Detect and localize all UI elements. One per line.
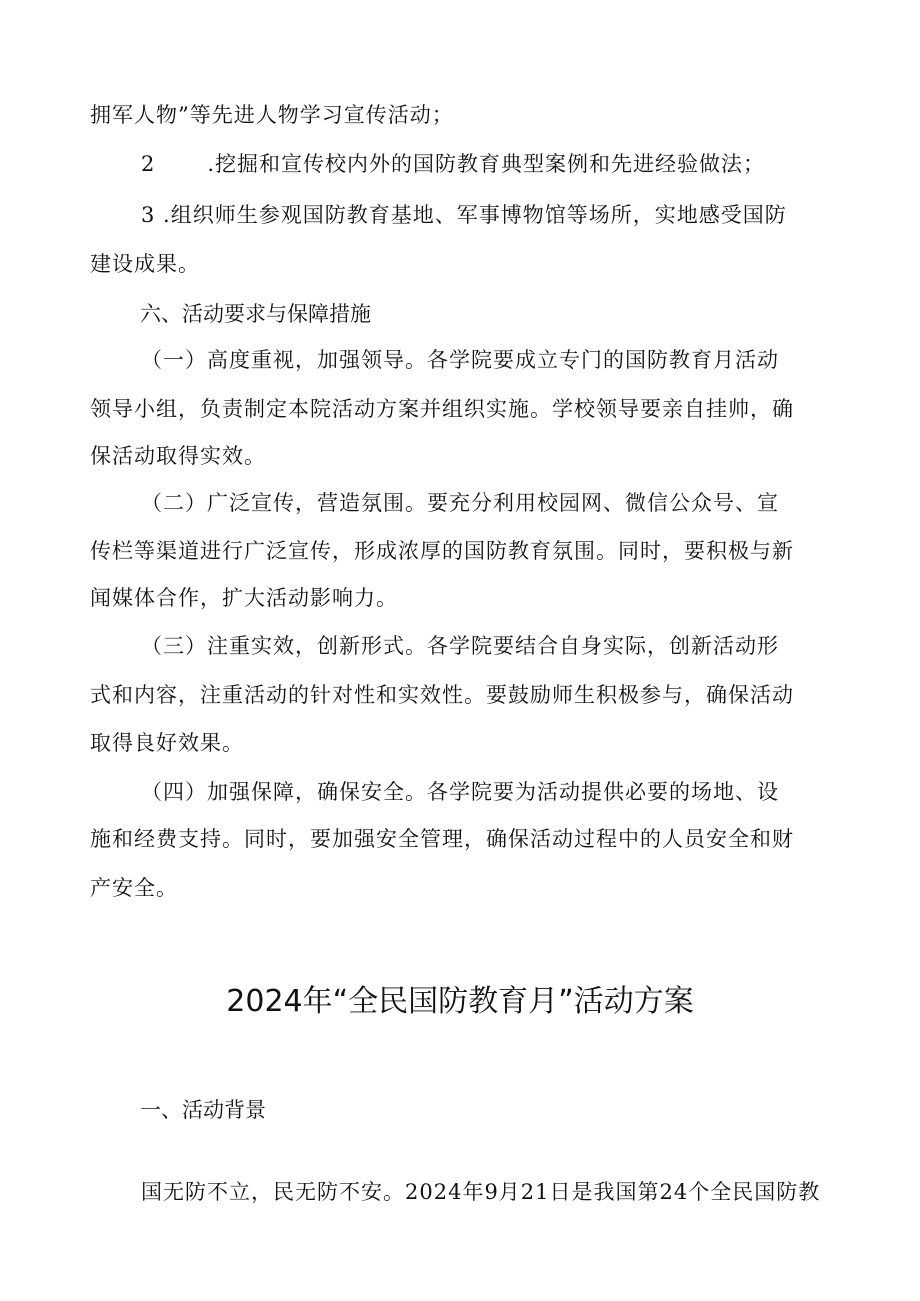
paragraph-line: 取得良好效果。 xyxy=(90,731,244,755)
paragraph-line: 拥军人物”等先进人物学习宣传活动； xyxy=(90,103,454,127)
paragraph-line: 国无防不立，民无防不安。2024年9月21日是我国第24个全民国防教 xyxy=(141,1180,821,1204)
paragraph-line: 传栏等渠道进行广泛宣传，形成浓厚的国防教育氛围。同时，要积极与新 xyxy=(90,539,794,563)
paragraph-line: 保活动取得实效。 xyxy=(90,444,266,468)
list-item-2 xyxy=(141,150,765,178)
document-title: 2024年“全民国防教育月”活动方案 xyxy=(226,984,694,1019)
paragraph-line: （四）加强保障，确保安全。各学院要为活动提供必要的场地、设 xyxy=(141,780,779,804)
section-heading-1: 一、活动背景 xyxy=(140,1098,266,1122)
list-number: 2 xyxy=(141,152,156,176)
list-item-3-line1: 3 .组织师生参观国防教育基地、军事博物馆等场所，实地感受国防 xyxy=(141,203,787,227)
paragraph-line: 产安全。 xyxy=(90,876,178,900)
paragraph-line: （一）高度重视，加强领导。各学院要成立专门的国防教育月活动 xyxy=(141,348,779,372)
paragraph-line: 施和经费支持。同时，要加强安全管理，确保活动过程中的人员安全和财 xyxy=(90,827,794,851)
paragraph-line: 领导小组，负责制定本院活动方案并组织实施。学校领导要亲自挂帅，确 xyxy=(90,397,794,421)
list-item-text: .挖掘和宣传校内外的国防教育典型案例和先进经验做法； xyxy=(207,152,766,176)
paragraph-line: 闻媒体合作，扩大活动影响力。 xyxy=(90,586,398,610)
list-item-3-line2: 建设成果。 xyxy=(90,252,200,276)
paragraph-line: （三）注重实效，创新形式。各学院要结合自身实际，创新活动形 xyxy=(141,634,779,658)
section-heading-6: 六、活动要求与保障措施 xyxy=(140,302,371,326)
paragraph-line: 式和内容，注重活动的针对性和实效性。要鼓励师生积极参与，确保活动 xyxy=(90,683,794,707)
paragraph-line: （二）广泛宣传，营造氛围。要充分利用校园网、微信公众号、宣 xyxy=(141,491,779,515)
